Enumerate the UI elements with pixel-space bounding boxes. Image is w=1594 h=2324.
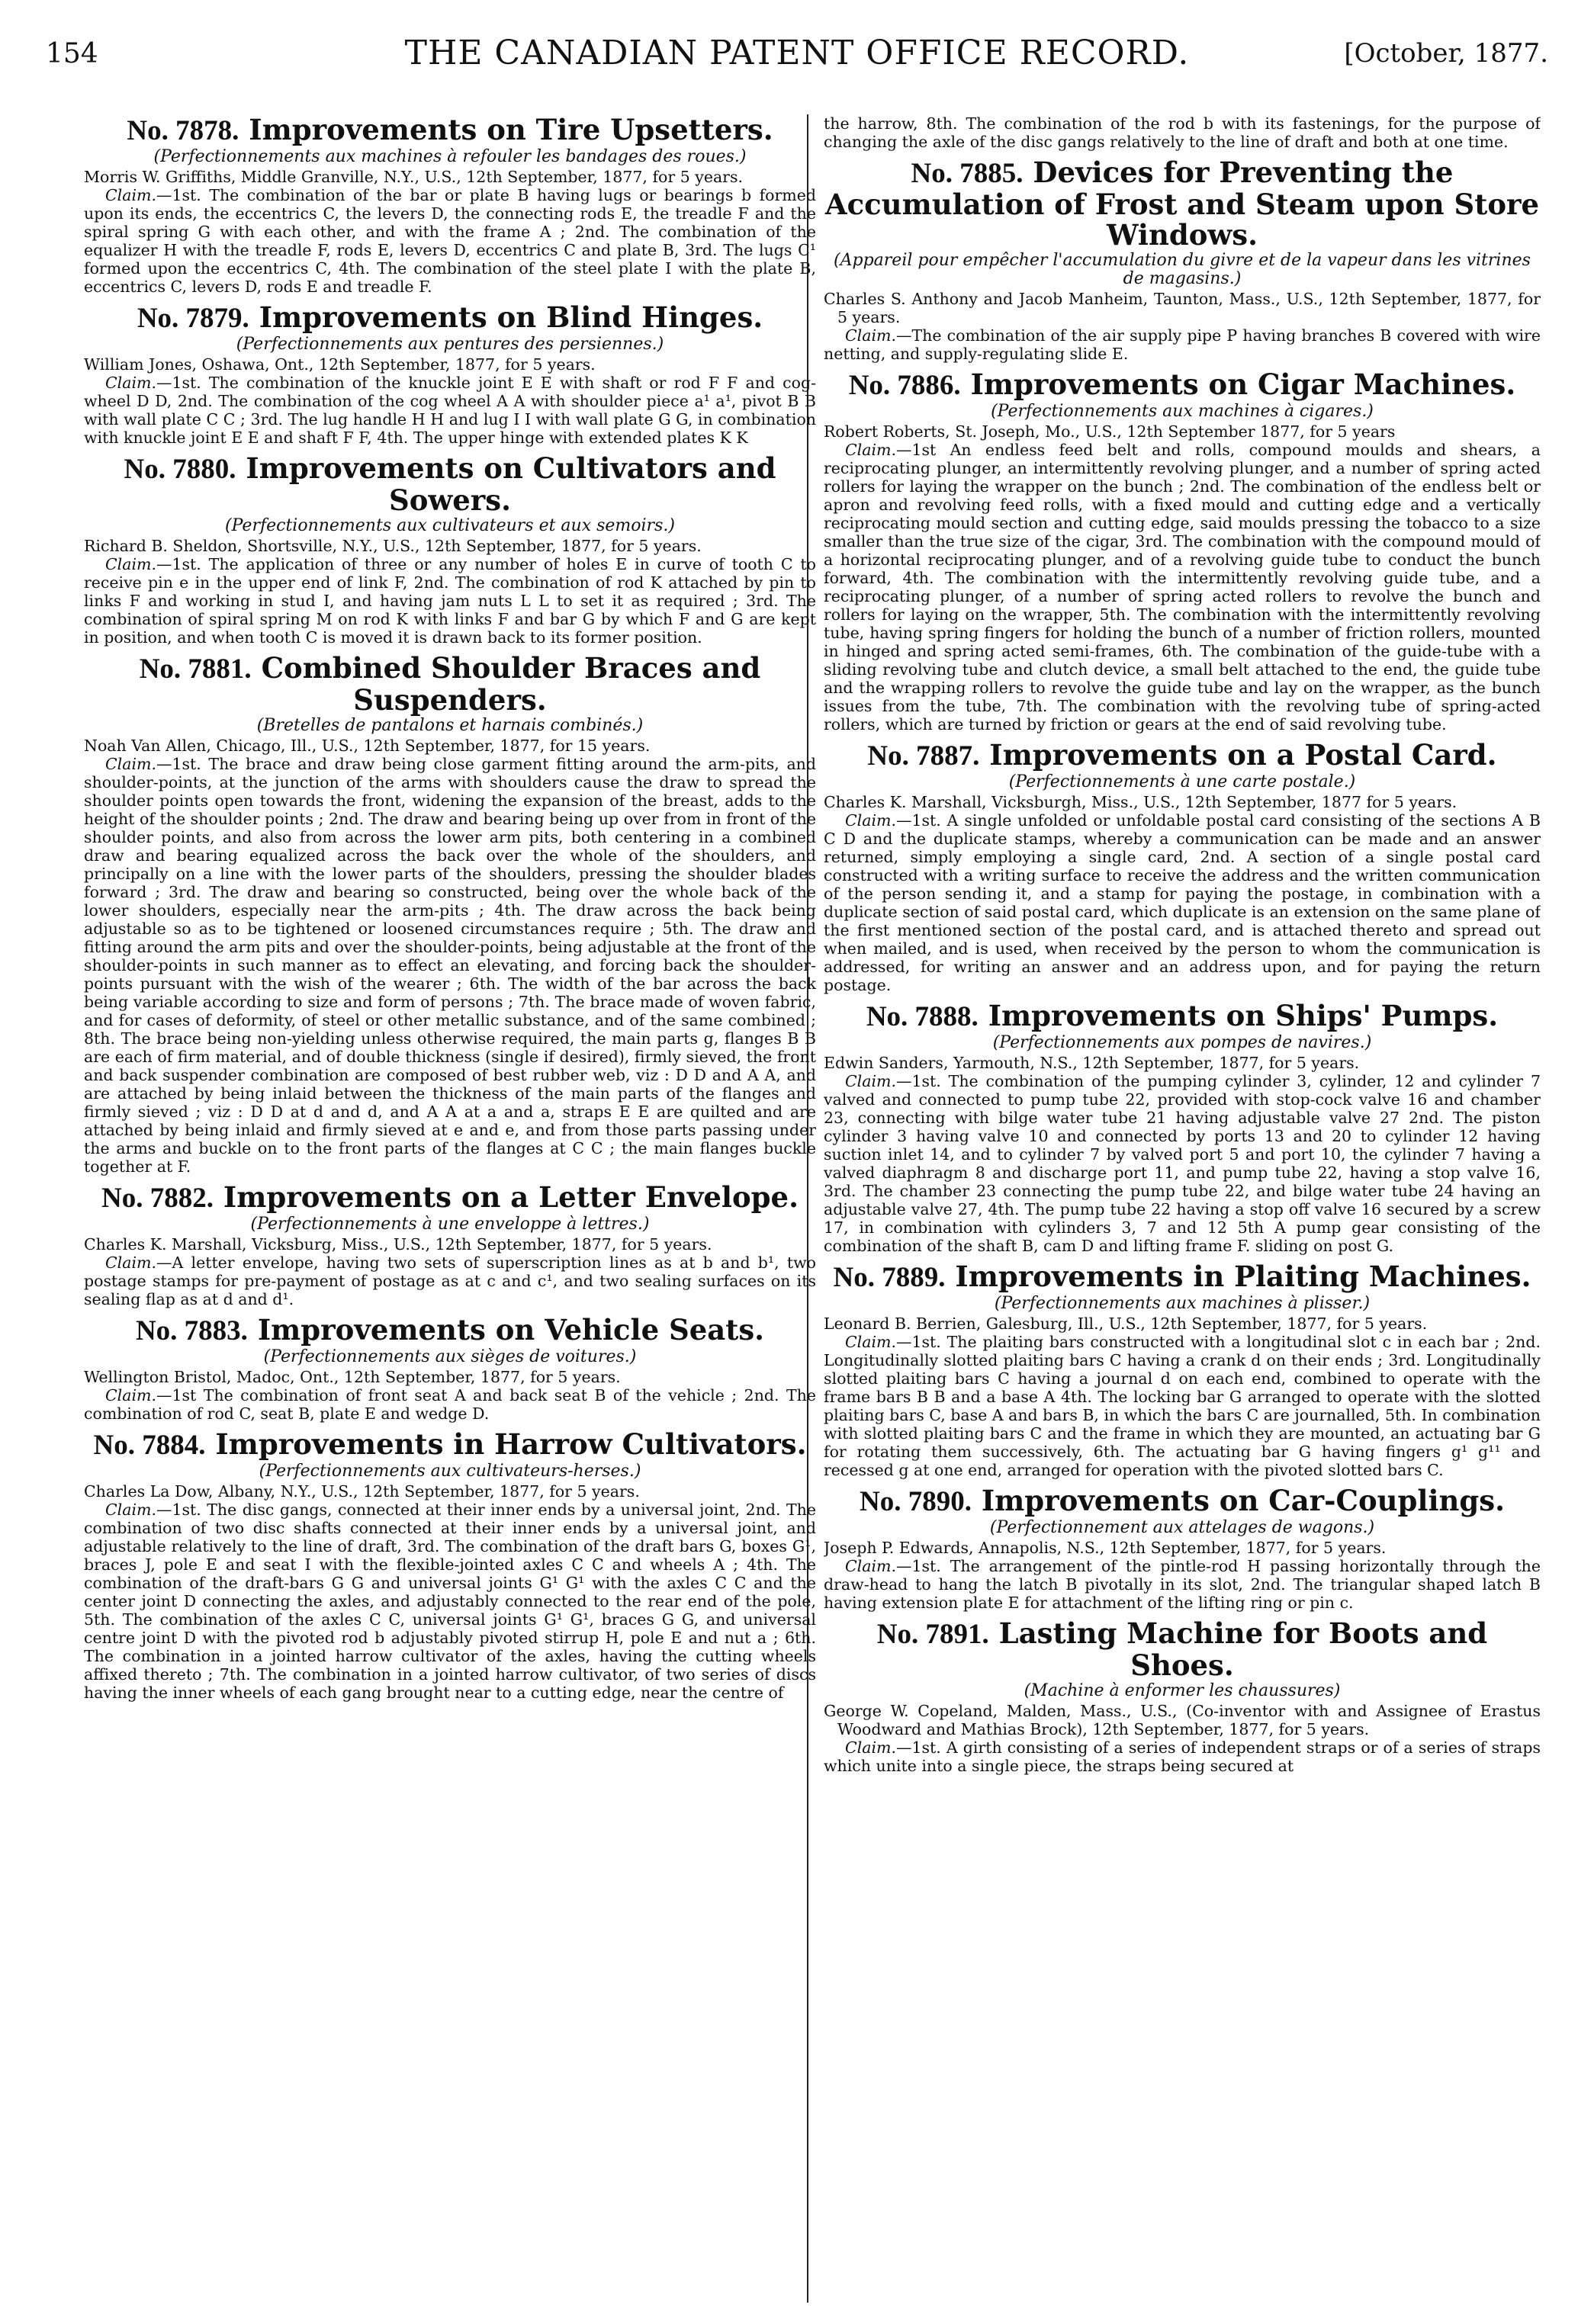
patent-heading	[824, 1261, 1541, 1293]
patent-entry	[84, 114, 816, 296]
patent-entry	[824, 1261, 1541, 1479]
patent-title: Improvements on Cigar Machines.	[970, 368, 1516, 401]
patent-title: Lasting Machine for Boots and Shoes.	[998, 1616, 1488, 1682]
patent-heading	[84, 1182, 816, 1214]
left-column	[84, 114, 816, 2310]
patent-heading	[84, 453, 816, 515]
inventor-line: Noah Van Allen, Chicago, Ill., U.S., 12th September, 1877, for 15 years.	[84, 737, 651, 755]
french-title: (Perfectionnements à une enveloppe à lettres.)	[250, 1215, 650, 1234]
french-title: (Bretelles de pantalons et harnais combinés.)	[256, 716, 644, 735]
patent-heading	[824, 157, 1541, 250]
patent-title: Improvements on a Postal Card.	[989, 738, 1497, 772]
patent-number: No. 7891.	[876, 1619, 989, 1650]
patent-heading	[84, 302, 816, 334]
patent-entry	[84, 653, 816, 1176]
patent-entry	[824, 740, 1541, 994]
claim-text	[824, 1738, 1541, 1775]
patent-number: No. 7878.	[127, 115, 239, 146]
claim-label: Claim.	[105, 1386, 156, 1404]
inventor-line: Leonard B. Berrien, Galesburg, Ill., U.S., 12th September, 1877, for 5 years.	[824, 1314, 1428, 1333]
claim-text	[824, 1333, 1541, 1479]
patent-entry	[84, 1429, 816, 1702]
patent-number: No. 7879.	[137, 303, 249, 334]
claim-body: —1st. The combination of the pumping cylinder 3, cylinder, 12 and cylinder 7 valved and connected to pump tube 22, provided with stop-cock valve 16 and chamber 23, connecting with bilge water tube 21 having adjustable valve 27 2nd. The piston cylinder 3 having valve 10 and connected by ports 13 and 20 to cylinder 12 having suction inlet 14, and to cylinder 7 by valved port 5 and port 10, the cylinder 7 having a valved diaphragm 8 and discharge port 11, and pump tube 22, having a stop valve 16, 3rd. The chamber 23 connecting the pump tube 22, and bilge water tube 24 having an adjustable valve 27, 4th. The pump tube 22 having a stop off valve 16 secured by a screw 17, in combination with cylinders 3, 7 and 12 5th A pump gear consisting of the combination of the shaft B, cam D and lifting frame F. sliding on post G.	[824, 1072, 1541, 1255]
claim-text	[84, 186, 816, 296]
claim-label: Claim.	[105, 1253, 156, 1272]
patent-entry	[824, 1000, 1541, 1255]
patent-heading	[824, 1618, 1541, 1680]
patent-title: Improvements in Harrow Cultivators.	[215, 1427, 807, 1461]
patent-number: No. 7890.	[859, 1486, 972, 1517]
claim-text	[824, 1072, 1541, 1255]
claim-body: —1st. A girth consisting of a series of independent straps or of a series of straps which unite into a single piece, the straps being secured at	[824, 1738, 1541, 1775]
claim-text	[84, 755, 816, 1176]
patent-heading	[824, 1000, 1541, 1032]
patent-title: Improvements on Blind Hinges.	[259, 300, 763, 334]
patent-number: No. 7881.	[139, 653, 252, 685]
right-column	[824, 114, 1541, 2310]
claim-body: —1st. The arrangement of the pintle-rod H passing horizontally through the draw-head to hang the latch B pivotally in its slot, 2nd. The triangular shaped latch B having extension plate E for attachment of the lifting ring or pin c.	[824, 1557, 1541, 1612]
patent-entry	[84, 302, 816, 447]
claim-text	[84, 374, 816, 447]
patent-title: Improvements in Plaiting Machines.	[955, 1260, 1531, 1293]
patent-number: No. 7884.	[93, 1430, 206, 1461]
patent-heading	[824, 1485, 1541, 1517]
french-title: (Appareil pour empêcher l'accumulation du givre et de la vapeur dans les vitrines de magasins.)	[834, 251, 1531, 288]
claim-label: Claim.	[845, 1072, 896, 1090]
claim-text	[84, 1253, 816, 1308]
patent-number: No. 7880.	[124, 454, 236, 485]
claim-body: —1st. The combination of the bar or plate B having lugs or bearings b formed upon its ends, the eccentrics C, the levers D, the connecting rods E, the treadle F and the spiral spring G with each other, and with the frame A ; 2nd. The combination of the equalizer H with the treadle F, rods E, levers D, eccentrics C and plate B, 3rd. The lugs C¹ formed upon the eccentrics C, 4th. The combination of the steel plate I with the plate B, eccentrics C, levers D, rods E and treadle F.	[84, 186, 816, 296]
claim-label: Claim.	[845, 1557, 896, 1575]
claim-body: —1st The combination of front seat A and back seat B of the vehicle ; 2nd. The combination of rod C, seat B, plate E and wedge D.	[84, 1386, 816, 1423]
patent-heading	[824, 369, 1541, 401]
publication-title: THE CANADIAN PATENT OFFICE RECORD.	[404, 34, 1190, 72]
patent-number: No. 7882.	[101, 1183, 214, 1214]
patent-entry	[824, 1485, 1541, 1612]
claim-body: —1st. The plaiting bars constructed with a longitudinal slot c in each bar ; 2nd. Longitudinally slotted plaiting bars C having a crank d on their ends ; 3rd. Longitudinally slotted plaiting bars C having a journal d on each end, combined to operate with the frame bars B B and a base A 4th. The locking bar G arranged to operate with the slotted plaiting bars C, base A and bars B, in which the bars C are journalled, 5th. In combination with slotted plaiting bars C and the frame in which they are mounted, an actuating bar G for rotating them successively, 6th. The actuating bar G having fingers g¹ g¹¹ and recessed g at one end, arranged for operation with the pivoted slotted bars C.	[824, 1333, 1541, 1479]
claim-label: Claim.	[105, 186, 156, 204]
claim-body: —1st. The brace and draw being close garment fitting around the arm-pits, and shoulder-points, at the junction of the arms with shoulders cause the draw to spread the shoulder points open towards the front, widening the expansion of the breast, adds to the height of the shoulder points ; 2nd. The draw and bearing being up over from in front of the shoulder points, and also from across the lower arm pits, both centering in a combined draw and bearing equalized across the back over the whole of the shoulders, and principally on a line with the lower parts of the shoulders, pressing the shoulder blades forward ; 3rd. The draw and bearing so constructed, being over the whole back of the lower shoulders, especially near the arm-pits ; 4th. The draw across the back being adjustable so as to be tightened or loosened circumstances require ; 5th. The draw and fitting around the arm pits and over the shoulder-points, being adjustable at the front of the shoulder-points in such manner as to effect an elevating, and forcing back the shoulder-points pursuant with the wish of the wearer ; 6th. The width of the bar across the back being variable according to size and form of persons ; 7th. The brace made of woven fabric, and for cases of deformity, of steel or other metallic substance, and of the same combined ; 8th. The brace being non-yielding unless otherwise required, the main parts g, flanges B B are each of firm material, and of double thickness (single if desired), firmly sieved, the front and back suspender combination are composed of best rubber web, viz : D D and A A, and are attached by being inlaid between the thickness of the main parts of the flanges and firmly sieved ; viz : D D at d and d, and A A at a and a, straps E E are quilted and are attached by being inlaid and firmly sieved at e and e, and from those parts passing under the arms and buckle on to the front parts of the flanges at C C ; the main flanges buckle together at F.	[84, 755, 816, 1176]
patent-entry	[824, 1618, 1541, 1775]
patent-title: Improvements on Cultivators and Sowers.	[246, 451, 776, 517]
claim-text	[84, 1386, 816, 1423]
claim-body: —1st. The application of three or any number of holes E in curve of tooth C to receive pin e in the upper end of link F, 2nd. The combination of rod K attached by pin to links F and working in stud I, and having jam nuts L L to set it as required ; 3rd. The combination of spiral spring M on rod K with links F and bar G by which F and G are kept in position, and when tooth C is moved it is drawn back to its former position.	[84, 555, 816, 647]
french-title: (Perfectionnements aux pentures des persiennes.)	[236, 335, 664, 354]
claim-text	[84, 555, 816, 647]
claim-text	[824, 1557, 1541, 1612]
claim-label: Claim.	[105, 755, 156, 773]
inventor-line: Edwin Sanders, Yarmouth, N.S., 12th September, 1877, for 5 years.	[824, 1054, 1360, 1072]
claim-text	[824, 811, 1541, 994]
patent-number: No. 7889.	[833, 1262, 946, 1293]
patent-heading	[824, 740, 1541, 772]
patent-title: Improvements on Tire Upsetters.	[249, 114, 773, 146]
patent-title: Improvements on a Letter Envelope.	[223, 1180, 799, 1214]
inventor-line: Charles S. Anthony and Jacob Manheim, Taunton, Mass., U.S., 12th September, 1877, for 5 years.	[824, 290, 1541, 326]
french-title: (Perfectionnements aux machines à cigares.)	[991, 402, 1374, 421]
claim-label: Claim.	[105, 1501, 156, 1519]
claim-label: Claim.	[845, 1333, 896, 1351]
patent-title: Improvements on Ships' Pumps.	[988, 999, 1499, 1032]
inventor-line: Richard B. Sheldon, Shortsville, N.Y., U.S., 12th September, 1877, for 5 years.	[84, 537, 702, 555]
claim-body: —1st An endless feed belt and rolls, compound moulds and shears, a reciprocating plunger, an intermittently revolving plunger, and a number of spring acted rollers for laying the wrapper on the bunch ; 2nd. The combination of the endless belt or apron and revolving feed rolls, with a fixed mould and cutting edge and a vertically reciprocating mould section and cutting edge, said moulds pressing the tobacco to a size smaller than the true size of the cigar, 3rd. The combination with the compound mould of a horizontal reciprocating plunger, and of a revolving guide tube to conduct the bunch forward, 4th. The combination with the intermittently revolving guide tube, and a reciprocating plunger, of a number of spring acted rollers to revolve the bunch and rollers for laying on the wrapper, 5th. The combination with the intermittently revolving tube, having spring fingers for holding the bunch of a number of friction rollers, mounted in hinged and spring acted semi-frames, 6th. The combination of the guide-tube with a sliding revolving tube and clutch device, a small belt attached to the end, the guide tube and the wrapping rollers to revolve the guide tube and lay on the wrapper, as the bunch issues from the tube, 7th. The combination with the revolving tube of spring-acted rollers, which are turned by friction or gears at the end of said revolving tube.	[824, 441, 1541, 733]
french-title: (Perfectionnements aux machines à refouler les bandages des roues.)	[153, 147, 747, 166]
page-header	[46, 23, 1548, 76]
patent-title: Combined Shoulder Braces and Suspenders.	[261, 651, 761, 717]
inventor-line: Charles La Dow, Albany, N.Y., U.S., 12th September, 1877, for 5 years.	[84, 1482, 640, 1501]
inventor-line: George W. Copeland, Malden, Mass., U.S., (Co-inventor with and Assignee of Erastus Woodward and Mathias Brock), 12th September, 1877, for 5 years.	[824, 1702, 1541, 1738]
patent-entry	[84, 1314, 816, 1423]
french-title: (Perfectionnements aux pompes de navires.)	[992, 1033, 1372, 1052]
french-title: (Perfectionnements aux cultivateurs-herses.)	[259, 1462, 641, 1481]
french-title: (Perfectionnements à une carte postale.)	[1008, 772, 1356, 791]
patent-title: Improvements on Car-Couplings.	[981, 1484, 1506, 1517]
claim-label: Claim.	[845, 1738, 896, 1757]
page-number: 154	[46, 38, 98, 69]
patent-title: Improvements on Vehicle Seats.	[257, 1313, 765, 1347]
french-title: (Perfectionnements aux sièges de voitures.)	[263, 1347, 637, 1366]
patent-number: No. 7888.	[866, 1001, 979, 1032]
claim-body: —1st. The disc gangs, connected at their inner ends by a universal joint, 2nd. The combination of two disc shafts connected at their inner ends by a universal joint, and adjustable relatively to the line of draft, 3rd. The combination of the draft bars G, boxes G¹, braces J, pole E and seat I with the flexible-jointed axles C C and wheels A ; 4th. The combination of the draft-bars G G and universal joints G¹ G¹ with the axles C C and the center joint D connecting the axles, and adjustably connected to the rear end of the pole, 5th. The combination of the axles C C, universal joints G¹ G¹, braces G G, and universal centre joint D with the pivoted rod b adjustably pivoted stirrup H, pole E and nut a ; 6th. The combination in a jointed harrow cultivator of the axles, having the cutting wheels affixed thereto ; 7th. The combination in a jointed harrow cultivator, of two series of discs having the inner wheels of each gang brought near to a cutting edge, near the centre of	[84, 1501, 816, 1702]
claim-label: Claim.	[105, 374, 156, 392]
claim-body: —1st. A single unfolded or unfoldable postal card consisting of the sections A B C D and the duplicate stamps, whereby a communication can be made and an answer returned, simply employing a single card, 2nd. A section of a single postal card constructed with a writing surface to receive the address and the written communication of the person sending it, and a stamp for paying the postage, in combination with a duplicate section of said postal card, which duplicate is an extension on the same plane of the first mentioned section of the postal card, and is attached thereto and spread out when mailed, and is used, when received by the person to whom the communication is addressed, for writing an answer and an address upon, and for paying the return postage.	[824, 811, 1541, 994]
patent-title: Devices for Preventing the Accumulation of Frost and Steam upon Store Windows.	[824, 156, 1540, 252]
claim-label: Claim.	[845, 811, 896, 830]
french-title: (Perfectionnements aux cultivateurs et aux semoirs.)	[225, 516, 675, 535]
claim-label: Claim.	[845, 441, 896, 459]
claim-label: Claim.	[105, 555, 156, 573]
patent-heading	[84, 114, 816, 146]
french-title: (Perfectionnements aux machines à plisser.)	[994, 1294, 1371, 1313]
inventor-line: Wellington Bristol, Madoc, Ont., 12th September, 1877, for 5 years.	[84, 1368, 621, 1386]
patent-entry	[84, 1182, 816, 1308]
patent-heading	[84, 1314, 816, 1347]
claim-label: Claim.	[845, 326, 896, 345]
claim-text	[84, 1501, 816, 1702]
claim-text	[824, 441, 1541, 733]
patent-number: No. 7883.	[135, 1315, 248, 1347]
inventor-line: Joseph P. Edwards, Annapolis, N.S., 12th September, 1877, for 5 years.	[824, 1539, 1387, 1557]
claim-body: —A letter envelope, having two sets of superscription lines as at b and b¹, two postage stamps for pre-payment of postage as at c and c¹, and two sealing surfaces on its sealing flap as at d and d¹.	[84, 1253, 816, 1308]
inventor-line: Charles K. Marshall, Vicksburg, Miss., U.S., 12th September, 1877, for 5 years.	[84, 1235, 712, 1253]
patent-number: No. 7886.	[848, 370, 961, 401]
french-title: (Perfectionnement aux attelages de wagons.)	[989, 1518, 1375, 1537]
patent-entry	[824, 157, 1541, 363]
patent-entry	[84, 453, 816, 647]
patent-heading	[84, 1429, 816, 1461]
claim-text	[824, 326, 1541, 363]
claim-body: —1st. The combination of the knuckle joint E E with shaft or rod F F and cog-wheel D D, 2nd. The combination of the cog wheel A A with shoulder piece a¹ a¹, pivot B B with wall plate C C ; 3rd. The lug handle H H and lug I I with wall plate G G, in combination with knuckle joint E E and shaft F F, 4th. The upper hinge with extended plates K K	[84, 374, 816, 447]
inventor-line: Charles K. Marshall, Vicksburgh, Miss., U.S., 12th September, 1877 for 5 years.	[824, 793, 1457, 811]
patent-heading	[84, 653, 816, 715]
patent-number: No. 7887.	[867, 740, 980, 772]
patent-number: No. 7885.	[911, 158, 1024, 189]
issue-date: [October, 1877.	[1344, 38, 1548, 69]
inventor-line: Morris W. Griffiths, Middle Granville, N.Y., U.S., 12th September, 1877, for 5 years.	[84, 168, 744, 186]
inventor-line: Robert Roberts, St. Joseph, Mo., U.S., 12th September 1877, for 5 years	[824, 422, 1396, 441]
inventor-line: William Jones, Oshawa, Ont., 12th September, 1877, for 5 years.	[84, 355, 596, 374]
continued-claim: the harrow, 8th. The combination of the rod b with its fastenings, for the purpose of changing the axle of the disc gangs relatively to the line of draft and both at one time.	[824, 114, 1541, 151]
claim-body: —The combination of the air supply pipe P having branches B covered with wire netting, and supply-regulating slide E.	[824, 326, 1541, 363]
patent-entry	[824, 369, 1541, 733]
french-title: (Machine à enformer les chaussures)	[1024, 1681, 1341, 1700]
